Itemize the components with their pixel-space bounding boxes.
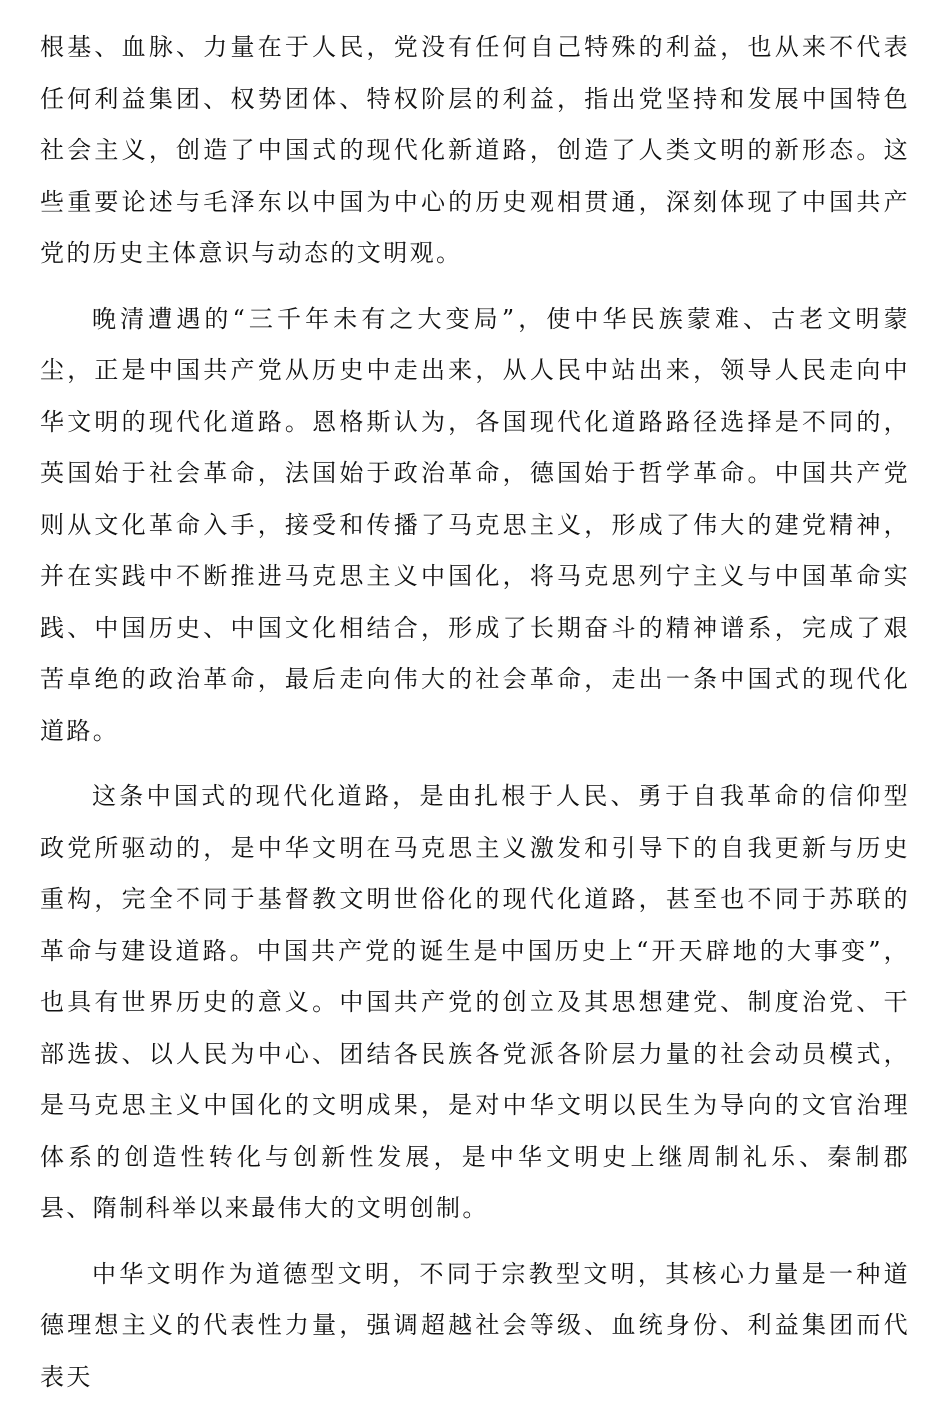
- paragraph-1: 根基、血脉、力量在于人民，党没有任何自己特殊的利益，也从来不代表任何利益集团、权势团体、特权阶层的利益，指出党坚持和发展中国特色社会主义，创造了中国式的现代化新道路，创造了人类文明的新形态。这些重要论述与毛泽东以中国为中心的历史观相贯通，深刻体现了中国共产党的历史主体意识与动态的文明观。: [40, 22, 910, 280]
- document-page: [40, 22, 910, 1403]
- paragraph-3: 这条中国式的现代化道路，是由扎根于人民、勇于自我革命的信仰型政党所驱动的，是中华文明在马克思主义激发和引导下的自我更新与历史重构，完全不同于基督教文明世俗化的现代化道路，甚至也不同于苏联的革命与建设道路。中国共产党的诞生是中国历史上“开天辟地的大事变”，也具有世界历史的意义。中国共产党的创立及其思想建党、制度治党、干部选拔、以人民为中心、团结各民族各党派各阶层力量的社会动员模式，是马克思主义中国化的文明成果，是对中华文明以民生为导向的文官治理体系的创造性转化与创新性发展，是中华文明史上继周制礼乐、秦制郡县、隋制科举以来最伟大的文明创制。: [40, 771, 910, 1235]
- paragraph-4: 中华文明作为道德型文明，不同于宗教型文明，其核心力量是一种道德理想主义的代表性力量，强调超越社会等级、血统身份、利益集团而代表天: [40, 1249, 910, 1403]
- paragraph-2: 晚清遭遇的“三千年未有之大变局”，使中华民族蒙难、古老文明蒙尘，正是中国共产党从历史中走出来，从人民中站出来，领导人民走向中华文明的现代化道路。恩格斯认为，各国现代化道路路径选择是不同的，英国始于社会革命，法国始于政治革命，德国始于哲学革命。中国共产党则从文化革命入手，接受和传播了马克思主义，形成了伟大的建党精神，并在实践中不断推进马克思主义中国化，将马克思列宁主义与中国革命实践、中国历史、中国文化相结合，形成了长期奋斗的精神谱系，完成了艰苦卓绝的政治革命，最后走向伟大的社会革命，走出一条中国式的现代化道路。: [40, 294, 910, 758]
